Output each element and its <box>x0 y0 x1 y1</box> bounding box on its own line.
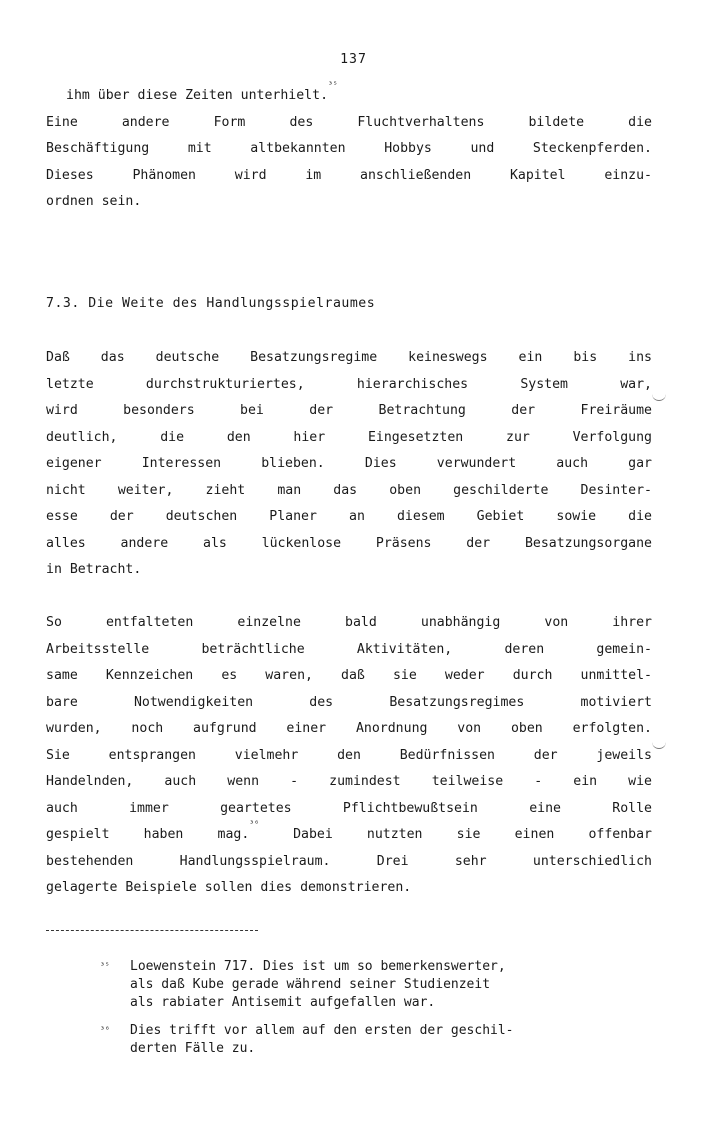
footnote <box>100 958 652 1012</box>
text-line <box>46 136 652 163</box>
margin-mark <box>652 390 666 401</box>
text-line: letzte durchstrukturiertes, hierarchisches System war, <box>46 376 652 392</box>
line-text: auch immer geartetes Pflichtbewußtsein eine Rolle <box>46 800 652 816</box>
paragraph-2 <box>46 610 652 902</box>
line-text: Arbeitsstelle beträchtliche Aktivitäten, deren gemein- <box>46 641 652 657</box>
text-line <box>46 743 652 770</box>
line-text: same Kennzeichen es waren, daß sie weder durch unmittel- <box>46 668 652 683</box>
footnote-text: derten Fälle zu. <box>130 1041 256 1056</box>
footnote-line <box>100 1040 652 1058</box>
line-text: Dabei nutzten sie einen offenbar <box>258 827 652 842</box>
text-line: Daß das deutsche Besatzungsregime keineswegs ein bis ins <box>46 350 652 365</box>
text-line <box>46 796 652 823</box>
text-line: deutlich, die den hier Eingesetzten zur Verfolgung <box>46 429 652 445</box>
text-line <box>46 819 652 849</box>
line-text: Beschäftigung mit altbekannten Hobbys und Steckenpferden. <box>46 141 652 156</box>
paragraph-1 <box>46 345 652 584</box>
footnotes <box>100 958 652 1068</box>
footnote-line <box>100 994 652 1012</box>
footnote-line <box>100 958 652 976</box>
line-text: bestehenden Handlungsspielraum. Drei sehr unterschiedlich <box>46 853 652 869</box>
text-line <box>46 637 652 664</box>
text-line: esse der deutschen Planer an diesem Gebiet sowie die <box>46 509 652 524</box>
footnote-ref: ³⁶ <box>249 819 259 828</box>
text-line <box>46 690 652 717</box>
text-line <box>46 80 652 110</box>
line-text: wurden, noch aufgrund einer Anordnung von oben erfolgten. <box>46 721 652 736</box>
line-text: Sie entsprangen vielmehr den Bedürfnissen der jeweils <box>46 747 652 763</box>
line-text: Dieses Phänomen wird im anschließenden Kapitel einzu- <box>46 167 652 183</box>
margin-mark <box>652 738 666 749</box>
line-text: So entfalteten einzelne bald unabhängig von ihrer <box>46 615 652 630</box>
text-line <box>46 163 652 190</box>
footnote-text: als rabiater Antisemit aufgefallen war. <box>130 995 436 1010</box>
footnote-line <box>100 1022 652 1040</box>
footnote-text: Loewenstein 717. Dies ist um so bemerkenswerter, <box>130 959 506 974</box>
text-line: in Betracht. <box>46 562 142 577</box>
line-text: bare Notwendigkeiten des Besatzungsregimes motiviert <box>46 694 652 710</box>
footnote-line <box>100 976 652 994</box>
footnote-mark: ³⁶ <box>100 1025 110 1034</box>
line-text: Eine andere Form des Fluchtverhaltens bildete die <box>46 114 652 130</box>
footnote-separator <box>46 930 258 931</box>
text-line <box>46 189 652 216</box>
text-line <box>46 110 652 137</box>
intro-paragraph <box>46 80 652 216</box>
line-text: gelagerte Beispiele sollen dies demonstrieren. <box>46 880 412 895</box>
text-line <box>46 875 652 902</box>
text-line <box>46 769 652 796</box>
section-heading: 7.3. Die Weite des Handlungsspielraumes <box>46 296 376 311</box>
footnote-text: Dies trifft vor allem auf den ersten der geschil- <box>130 1023 514 1038</box>
text-line: alles andere als lückenlose Präsens der Besatzungsorgane <box>46 535 652 551</box>
text-line: eigener Interessen blieben. Dies verwundert auch gar <box>46 456 652 471</box>
text-line <box>46 663 652 690</box>
line-text: Handelnden, auch wenn - zumindest teilweise - ein wie <box>46 774 652 789</box>
text-line: wird besonders bei der Betrachtung der Freiräume <box>46 403 652 418</box>
text-line: nicht weiter, zieht man das oben geschilderte Desinter- <box>46 482 652 498</box>
page-number: 137 <box>340 52 367 67</box>
line-text: gespielt haben mag. <box>46 827 250 842</box>
text-line <box>46 716 652 743</box>
footnote <box>100 1022 652 1058</box>
line-text: ordnen sein. <box>46 194 142 209</box>
footnote-text: als daß Kube gerade während seiner Studienzeit <box>130 977 491 992</box>
text-line <box>46 849 652 876</box>
line-text: ihm über diese Zeiten unterhielt. <box>66 88 329 103</box>
text-line <box>46 610 652 637</box>
footnote-mark: ³⁵ <box>100 961 110 970</box>
footnote-ref: ³⁵ <box>328 80 338 89</box>
